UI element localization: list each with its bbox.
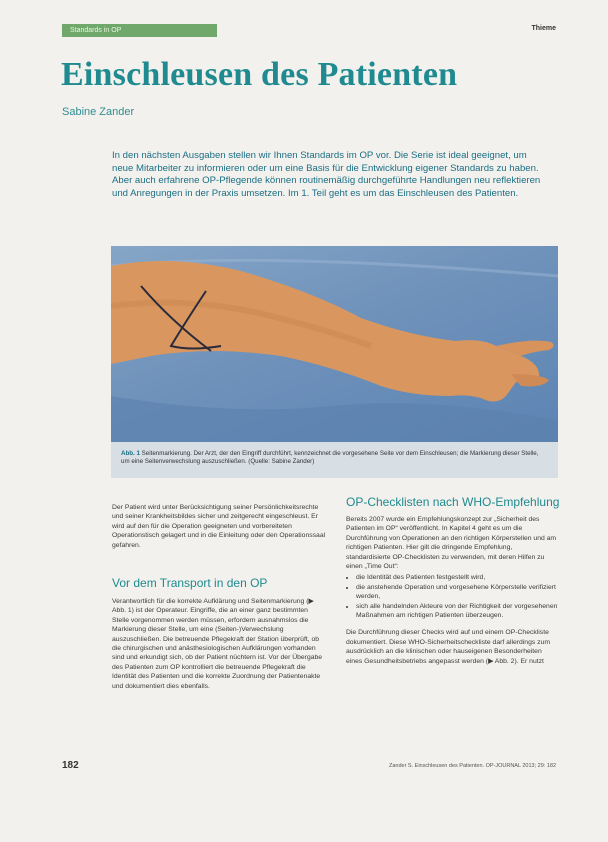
publisher-label: Thieme <box>531 25 556 32</box>
page-number: 182 <box>62 760 79 771</box>
arm-illustration <box>111 246 558 442</box>
list-item: • sich alle handelnden Akteure von der Richtigkeit der vorgesehenen Maßnahmen am richtigen Patienten überzeugen. <box>356 602 558 621</box>
left-paragraph-1: Der Patient wird unter Berücksichtigung seiner Persönlichkeitsrechte und seiner Krankheitsbildes sicher und zeitgerecht eingeschleust. Er wird auf den für die Operation geeigneten und vorbereiteten Operationstisch gelagert und in die Einleitung oder den Operationssaal gefahren. <box>112 504 326 549</box>
right-column <box>346 495 558 666</box>
checklist-bullets <box>346 573 558 620</box>
left-paragraph-2: Verantwortlich für die korrekte Aufklärung und Seitenmarkierung (▶ Abb. 1) ist der Operateur. Eingriffe, die an einer ganz bestimmten Stelle vorgenommen werden müssen, erfordern ausnahmslos die Markierung dieser Stelle, um eine (Seiten-)Verwechslung auszuschließen. Die betreuende Pflegekraft der Station überprüft, ob die chirurgischen und anästhesiologischen Aufklärungen vorhanden sind und erkundigt sich, ob der Patient nüchtern ist. Vor der Übergabe des Patienten zum OP kontrolliert die betreuende Pflegekraft die Identität des Patienten und die korrekte Zuordnung der Patientenakte und dokumentiert dies ebenfalls. <box>112 598 323 690</box>
section-tag: Standards in OP <box>62 24 217 37</box>
list-item: • die anstehende Operation und vorgesehene Körperstelle verifiziert werden, <box>356 583 558 602</box>
citation-footer: Zander S. Einschleusen des Patienten. OP-JOURNAL 2013; 29: 182 <box>388 763 556 769</box>
figure-label: Abb. 1 <box>121 450 140 457</box>
right-paragraph-1: Bereits 2007 wurde ein Empfehlungskonzept zur „Sicherheit des Patienten im OP“ veröffentlicht. In Kapitel 4 geht es um die Durchführung von Operationen an den richtigen Körperstellen und am richtigen Patienten. Hier gilt die dringende Empfehlung, standardisierte OP-Checklisten zu verwenden, mit deren Hilfen zu einen „Time Out“: <box>346 516 557 571</box>
right-paragraph-2: Die Durchführung dieser Checks wird auf und einem OP-Checkliste dokumentiert. Diese WHO-Sicherheitscheckliste darf allerdings zum ausdrücklich an die klinischen oder hauseigenen Besonderheiten eines Gesundheitsbetriebs angepasst werden (▶ Abb. 2). Er nutzt <box>346 629 550 665</box>
figure-photo <box>111 246 558 442</box>
section-heading-transport: Vor dem Transport in den OP <box>112 576 268 590</box>
figure-caption <box>111 442 558 478</box>
article-title: Einschleusen des Patienten <box>61 56 458 93</box>
section-heading-checklist: OP-Checklisten nach WHO-Empfehlung <box>346 495 560 509</box>
list-item: • die Identität des Patienten festgestellt wird, <box>356 573 558 582</box>
article-intro: In den nächsten Ausgaben stellen wir Ihnen Standards im OP vor. Die Serie ist ideal geeignet, um neue Mitarbeiter zu informieren oder um eine Basis für die Entwicklung eigener Standards zu haben. Aber auch erfahrene OP-Pflegende können routinemäßig durchgeführte Handlungen neu reflektieren und Anregungen in der Praxis umsetzen. Im 1. Teil geht es um das Einschleusen des Patienten. <box>112 150 541 199</box>
article-author: Sabine Zander <box>62 106 135 118</box>
figure-caption-text: Seitenmarkierung. Der Arzt, der den Eingriff durchführt, kennzeichnet die vorgesehene Seite vor dem Einschleusen; die Markierung dieser Stelle, um eine Seitenverwechslung auszuschließen. (Quelle: Sabine Zander) <box>121 450 539 465</box>
left-column-body <box>112 597 326 691</box>
left-column-intro <box>112 503 326 550</box>
